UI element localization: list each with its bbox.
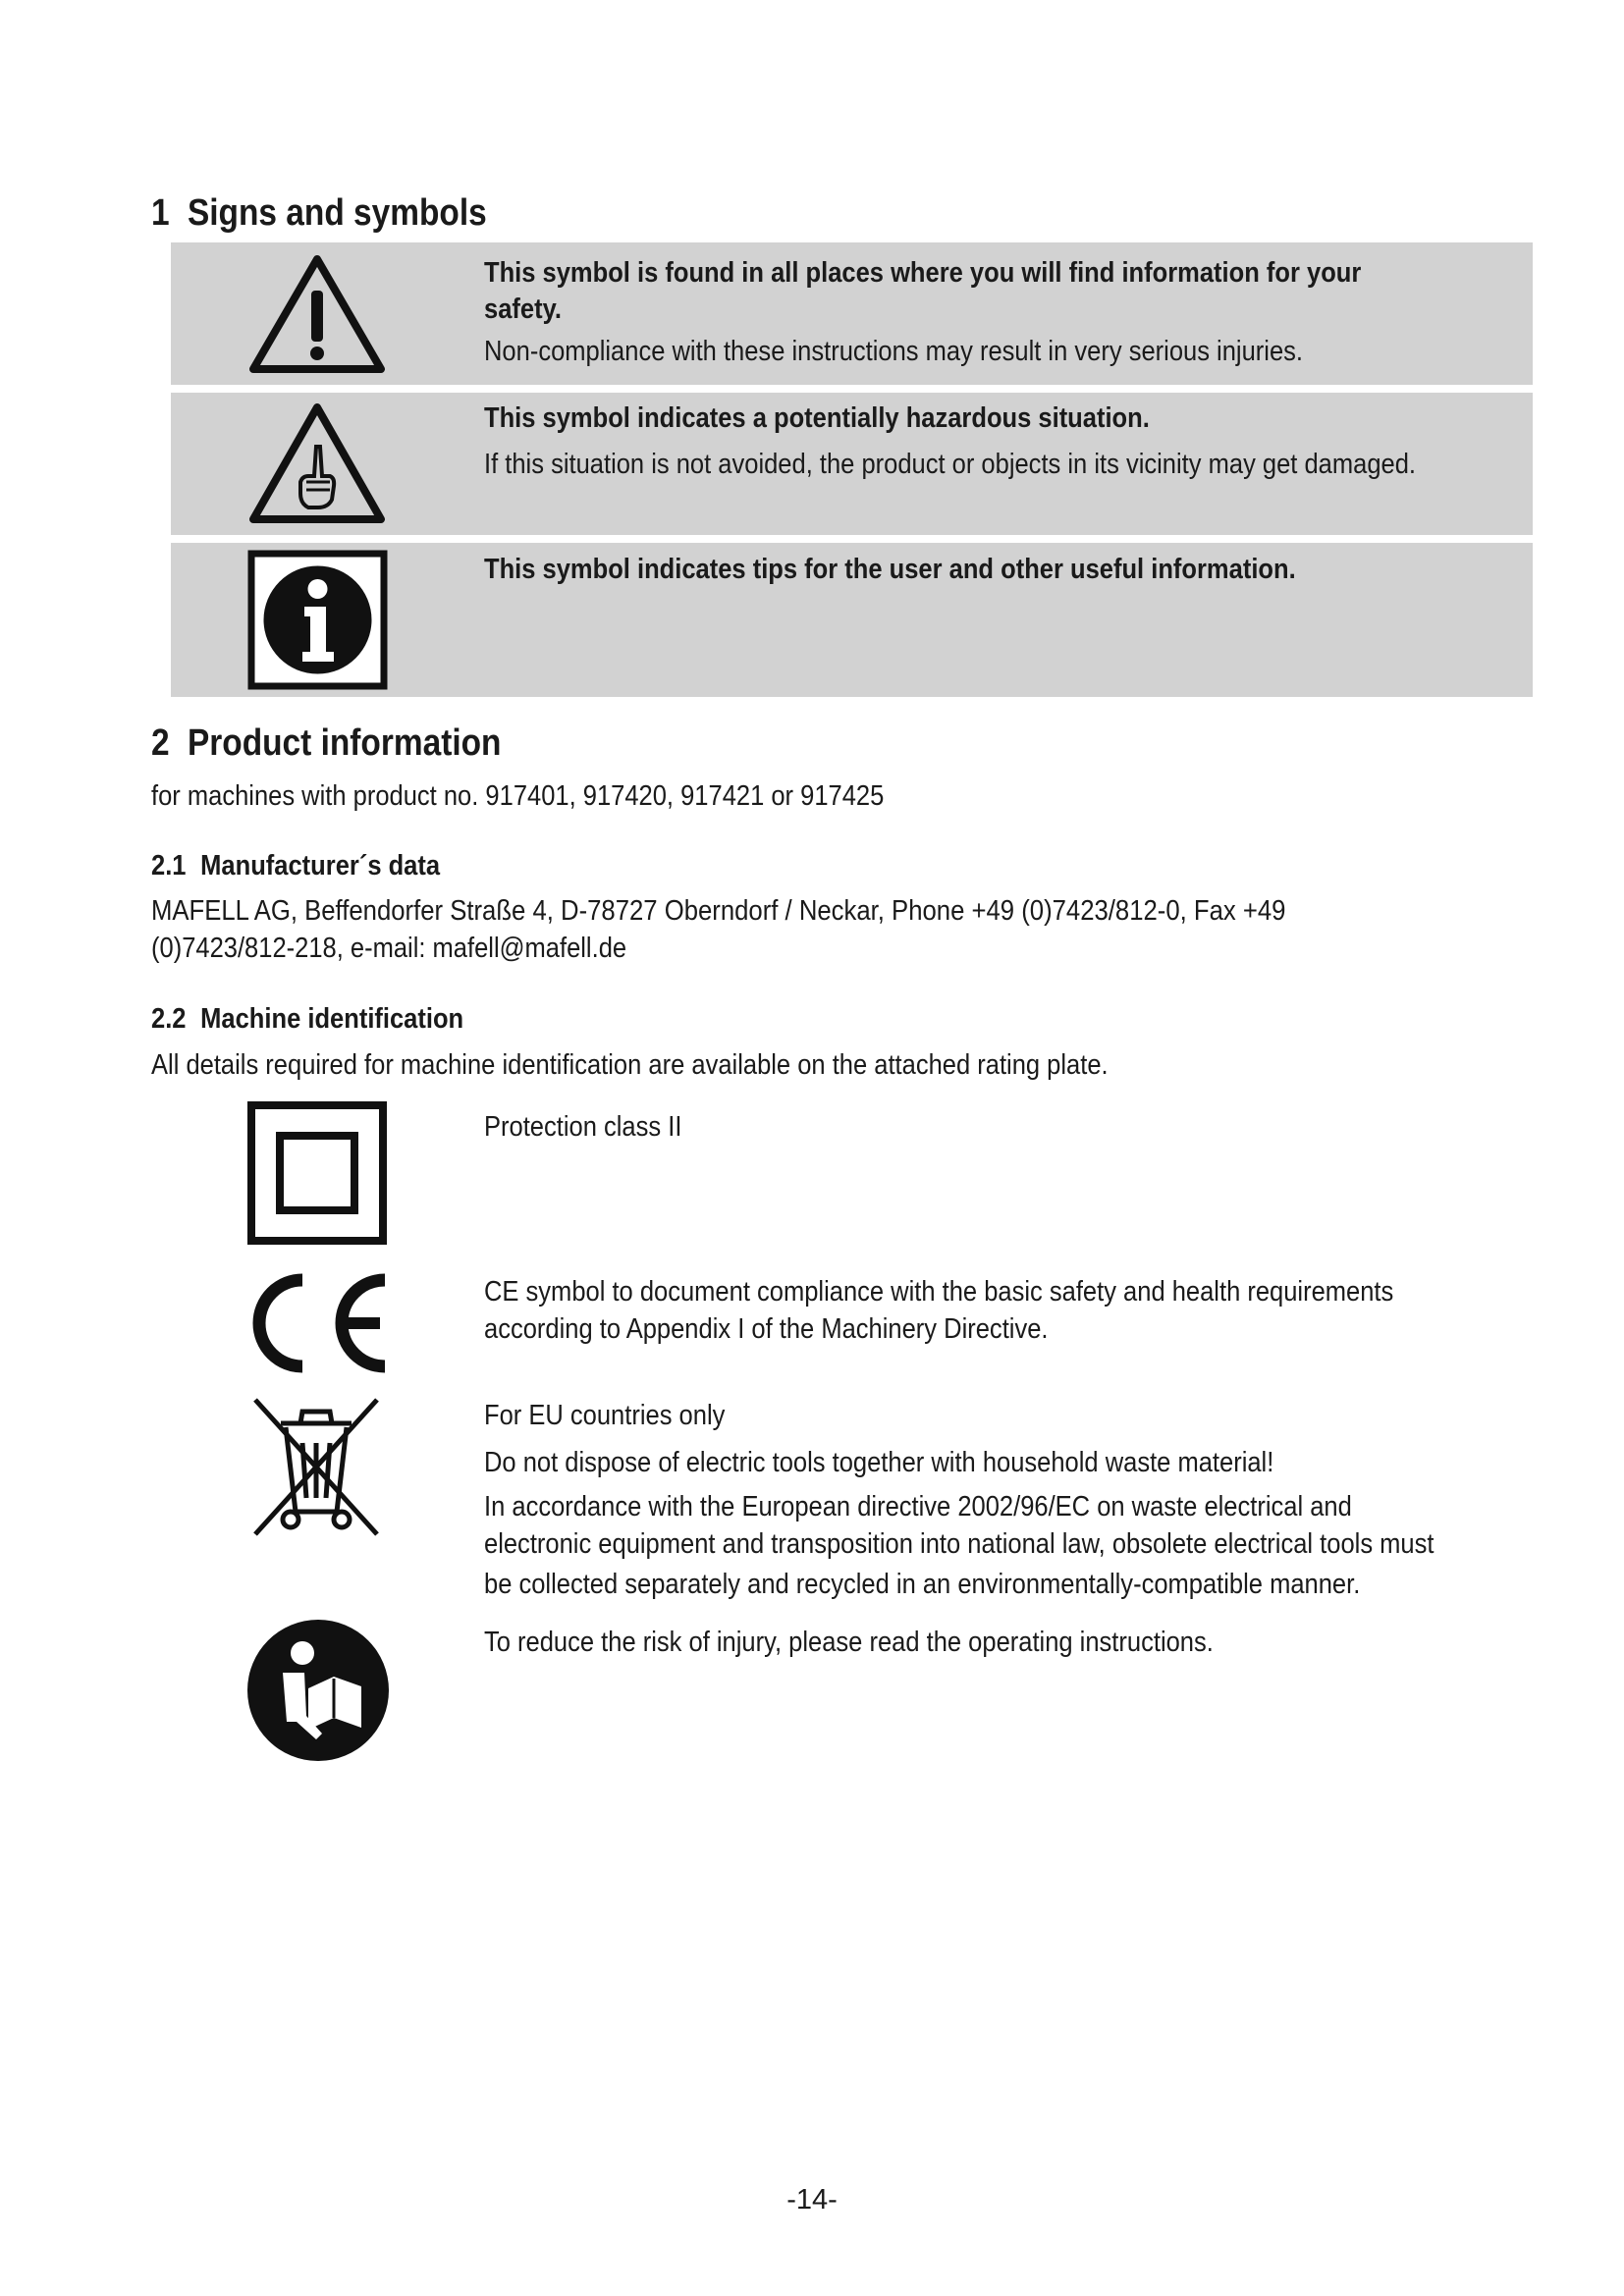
section-title: Product information [187,722,502,764]
info-icon [247,550,388,690]
section-number: 1 [151,192,170,234]
warning-hand-icon [244,398,391,527]
subsection-number: 2.1 [151,850,187,881]
machine-id-intro: All details required for machine identification are available on the attached rating plate. [151,1049,1109,1081]
read-manual-text: To reduce the risk of injury, please read the operating instructions. [484,1627,1214,1658]
weee-text-line: Do not dispose of electric tools together with household waste material! [484,1447,1274,1478]
crossed-bin-icon [251,1396,381,1538]
symbol-row-heading-cont: safety. [484,294,562,325]
symbol-row-text: If this situation is not avoided, the product or objects in its vicinity may get damaged. [484,449,1416,480]
section-title: Signs and symbols [187,192,487,234]
warning-exclamation-icon [244,249,391,377]
symbol-row-heading: This symbol indicates a potentially hazardous situation. [484,402,1150,434]
manufacturer-address-line: MAFELL AG, Beffendorfer Straße 4, D-78727 Oberndorf / Neckar, Phone +49 (0)7423/812-0, Fax +49 [151,895,1286,927]
subsection-title: Machine identification [200,1003,464,1035]
read-manual-icon [245,1618,391,1763]
symbol-row-text: Non-compliance with these instructions may result in very serious injuries. [484,336,1303,367]
weee-text-line: electronic equipment and transposition into national law, obsolete electrical tools must [484,1528,1435,1560]
weee-text-line: In accordance with the European directive 2002/96/EC on waste electrical and [484,1491,1352,1522]
product-numbers-text: for machines with product no. 917401, 917420, 917421 or 917425 [151,780,885,812]
symbol-row-heading: This symbol is found in all places where you will find information for your [484,257,1362,289]
ce-text-line: CE symbol to document compliance with the basic safety and health requirements [484,1276,1394,1308]
subsection-2-1-heading [151,850,440,882]
section-2-heading [151,722,501,765]
symbol-row-heading: This symbol indicates tips for the user and other useful information. [484,554,1296,585]
protection-class-ii-icon [247,1101,387,1245]
section-1-heading [151,192,487,235]
subsection-number: 2.2 [151,1003,187,1035]
section-number: 2 [151,722,170,764]
subsection-2-2-heading [151,1003,463,1036]
subsection-title: Manufacturer´s data [200,850,441,881]
ce-mark-icon [247,1272,390,1374]
protection-class-text: Protection class II [484,1111,682,1143]
page-number: -14- [786,2184,838,2216]
weee-text-line: be collected separately and recycled in an environmentally-compatible manner. [484,1569,1361,1600]
ce-text-line: according to Appendix I of the Machinery Directive. [484,1313,1049,1345]
manufacturer-contact-line: (0)7423/812-218, e-mail: mafell@mafell.de [151,933,627,964]
weee-text-line: For EU countries only [484,1400,726,1431]
